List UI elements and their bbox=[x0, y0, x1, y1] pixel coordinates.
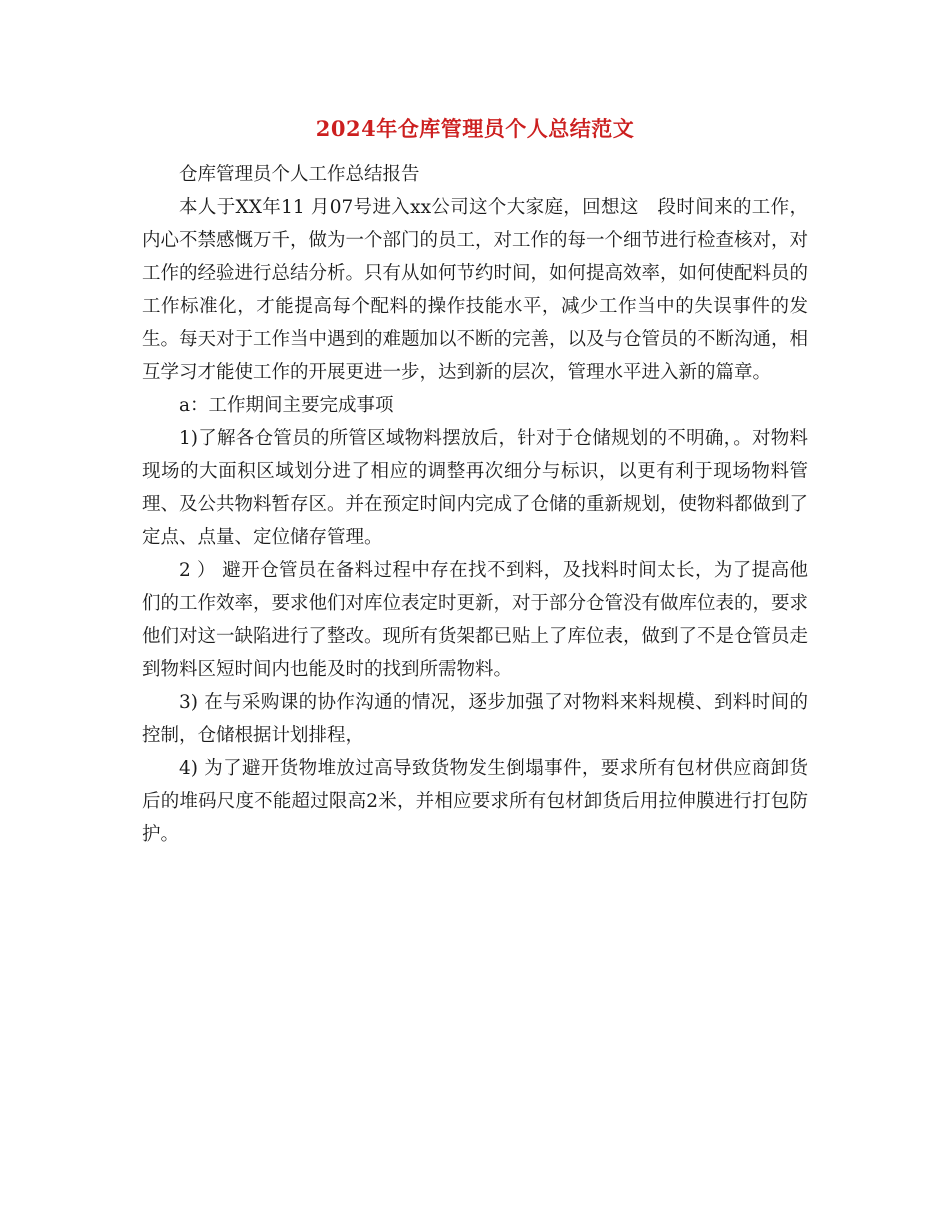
paragraph-report-heading: 仓库管理员个人工作总结报告 bbox=[179, 164, 420, 185]
document-body bbox=[142, 158, 808, 851]
paragraph-item-1: 1)了解各仓管员的所管区域物料摆放后，针对于仓储规划的不明确，。对物料现场的大面积区域划分进了相应的调整再次细分与标识，以更有利于现场物料管理、及公共物料暂存区。并在预定时间内完成了仓储的重新规划，使物料都做到了定点、点量、定位储存管理。 bbox=[142, 428, 809, 548]
paragraph-introduction: 本人于XX年11 月07号进入xx公司这个大家庭，回想这 段时间来的工作，内心不禁感慨万千，做为一个部门的员工，对工作的每一个细节进行检查核对，对工作的经验进行总结分析。只有从如何节约时间，如何提高效率，如何使配料员的工作标准化，才能提高每个配料的操作技能水平，减少工作当中的失误事件的发生。每天对于工作当中遇到的难题加以不断的完善，以及与仓管员的不断沟通，相互学习才能使工作的开展更进一步，达到新的层次，管理水平进入新的篇章。 bbox=[142, 197, 809, 383]
paragraph-item-4: 4) 为了避开货物堆放过高导致货物发生倒塌事件，要求所有包材供应商卸货后的堆码尺度不能超过限高2米，并相应要求所有包材卸货后用拉伸膜进行打包防护。 bbox=[142, 758, 808, 845]
paragraph-item-2: 2 ） 避开仓管员在备料过程中存在找不到料，及找料时间太长，为了提高他们的工作效率，要求他们对库位表定时更新，对于部分仓管没有做库位表的，要求他们对这一缺陷进行了整改。现所有货架都已贴上了库位表，做到了不是仓管员走到物料区短时间内也能及时的找到所需物料。 bbox=[142, 560, 809, 680]
document-title: 2024年仓库管理员个人总结范文 bbox=[315, 116, 635, 141]
paragraph-section-a-heading: a：工作期间主要完成事项 bbox=[179, 395, 394, 416]
paragraph-item-3: 3) 在与采购课的协作沟通的情况，逐步加强了对物料来料规模、到料时间的控制，仓储根据计划排程， bbox=[142, 692, 808, 746]
